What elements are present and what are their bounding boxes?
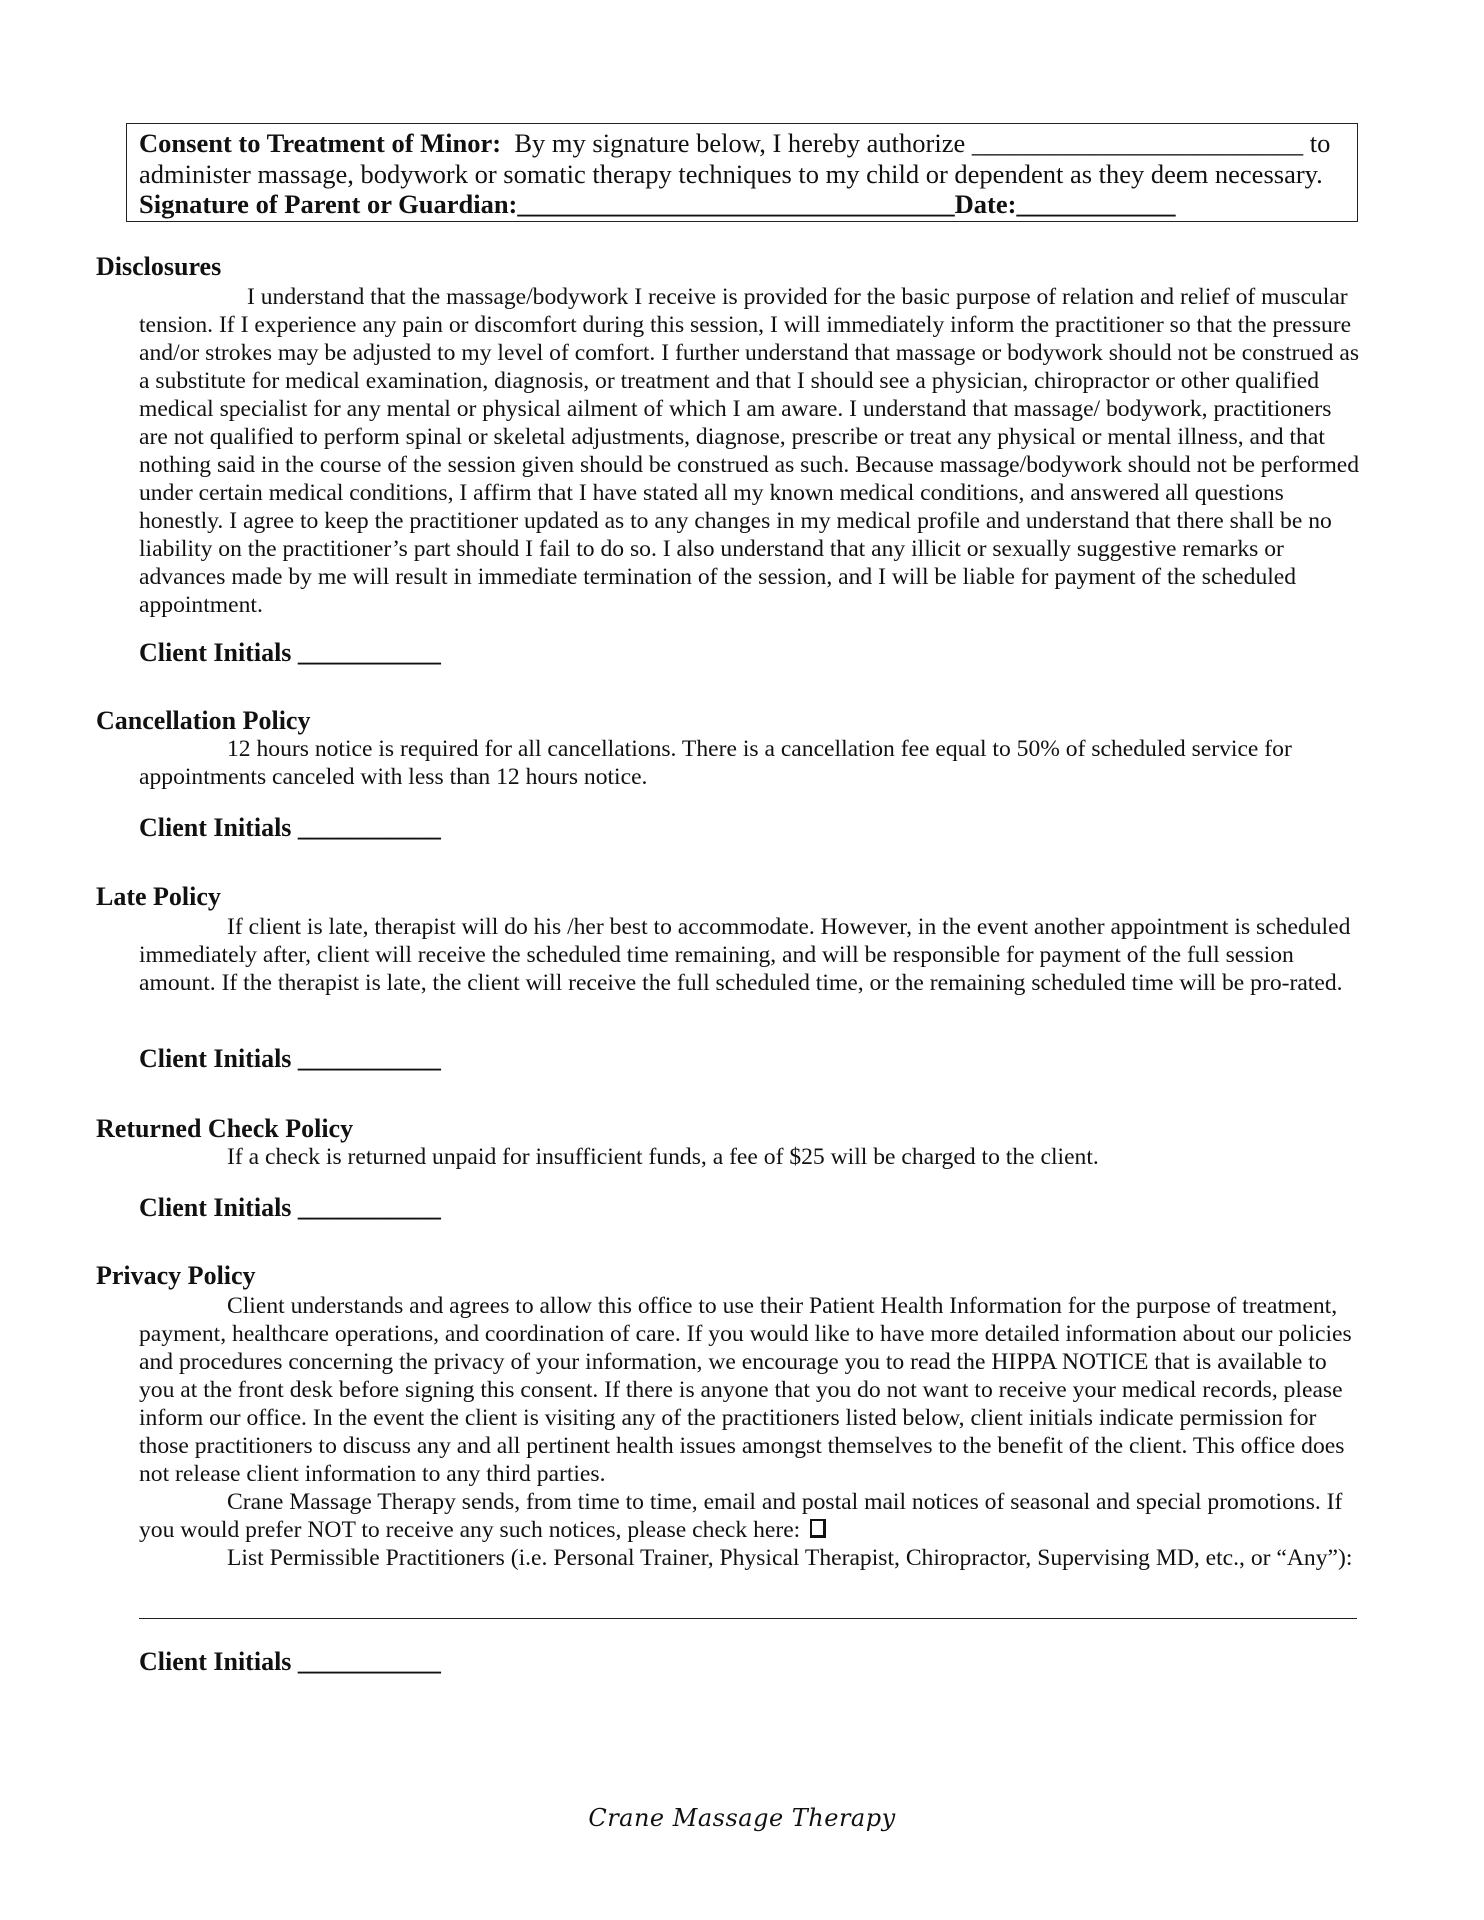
consent-text: By my signature below, I hereby authorize — [501, 128, 972, 158]
returned-check-client-initials-field[interactable]: Client Initials ___________ — [139, 1193, 441, 1222]
footer-business-name: Crane Massage Therapy — [588, 1804, 896, 1832]
consent-label: Consent to Treatment of Minor: — [139, 128, 502, 158]
disclosures-heading: Disclosures — [96, 252, 222, 281]
late-policy-text — [139, 913, 1365, 997]
guardian-signature-field[interactable]: _________________________________ — [517, 189, 955, 219]
signature-label: Signature of Parent or Guardian: — [139, 189, 518, 219]
late-policy-heading: Late Policy — [96, 882, 221, 911]
authorized-practitioner-field[interactable]: _________________________ — [971, 128, 1304, 158]
returned-check-policy-text — [139, 1143, 1365, 1171]
cancellation-paragraph: 12 hours notice is required for all cancellations. There is a cancellation fee equal to 50% of scheduled service for appointments canceled with less than 12 hours notice. — [139, 736, 1292, 790]
date-field[interactable]: ____________ — [1016, 189, 1176, 219]
consent-line-3 — [139, 189, 1345, 220]
privacy-policy-heading: Privacy Policy — [96, 1261, 256, 1290]
practitioners-list-field[interactable] — [139, 1618, 1357, 1619]
consent-text-end: to — [1303, 128, 1331, 158]
returned-check-paragraph: If a check is returned unpaid for insufficient funds, a fee of $25 will be charged to the client. — [227, 1144, 1099, 1170]
privacy-policy-text — [139, 1292, 1365, 1572]
cancellation-policy-heading: Cancellation Policy — [96, 706, 311, 735]
privacy-client-initials-field[interactable]: Client Initials ___________ — [139, 1647, 441, 1676]
opt-out-checkbox[interactable] — [810, 1519, 826, 1538]
promotions-text: Crane Massage Therapy sends, from time to time, email and postal mail notices of seasonal and special promotions. If you would prefer NOT to receive any such notices, please check here: — [139, 1489, 1343, 1543]
cancellation-client-initials-field[interactable]: Client Initials ___________ — [139, 813, 441, 842]
late-paragraph: If client is late, therapist will do his /her best to accommodate. However, in the event another appointment is scheduled immediately after, client will receive the scheduled time remaining, and will be responsible for payment of the full session amount. If the therapist is late, the client will receive the full scheduled time, or the remaining scheduled time will be pro-rated. — [139, 914, 1351, 996]
consent-line-1 — [139, 128, 1345, 159]
disclosures-text — [139, 283, 1365, 619]
disclosures-paragraph: I understand that the massage/bodywork I receive is provided for the basic purpose of relation and relief of muscular tension. If I experience any pain or discomfort during this session, I will immediately inform the practitioner so that the pressure and/or strokes may be adjusted to my level of comfort. I further understand that massage or bodywork should not be construed as a substitute for medical examination, diagnosis, or treatment and that I should see a physician, chiropractor or other qualified medical specialist for any mental or physical ailment of which I am aware. I understand that massage/ bodywork, practitioners are not qualified to perform spinal or skeletal adjustments, diagnose, prescribe or treat any physical or mental illness, and that nothing said in the course of the session given should be construed as such. Because massage/bodywork should not be performed under certain medical conditions, I affirm that I have stated all my known medical conditions, and answered all questions honestly. I agree to keep the practitioner updated as to any changes in my medical profile and understand that there shall be no liability on the practitioner’s part should I fail to do so. I also understand that any illicit or sexually suggestive remarks or advances made by me will result in immediate termination of the session, and I will be liable for payment of the scheduled appointment. — [139, 284, 1360, 618]
late-client-initials-field[interactable]: Client Initials ___________ — [139, 1044, 441, 1073]
privacy-paragraph: Client understands and agrees to allow this office to use their Patient Health Information for the purpose of treatment, payment, healthcare operations, and coordination of care. If you would like to have more detailed information about our policies and procedures concerning the privacy of your information, we encourage you to read the HIPPA NOTICE that is available to you at the front desk before signing this consent. If there is anyone that you do not want to receive your medical records, please inform our office. In the event the client is visiting any of the practitioners listed below, client initials indicate permission for those practitioners to discuss any and all pertinent health issues amongst themselves to the benefit of the client. This office does not release client information to any third parties. — [139, 1293, 1352, 1487]
cancellation-policy-text — [139, 735, 1365, 791]
practitioners-paragraph: List Permissible Practitioners (i.e. Personal Trainer, Physical Therapist, Chiropractor, Supervising MD, etc., or “Any”): — [227, 1545, 1353, 1571]
consent-to-treatment-of-minor-box — [126, 123, 1358, 222]
consent-line-2: administer massage, bodywork or somatic therapy techniques to my child or dependent as they deem necessary. — [139, 158, 1323, 189]
returned-check-policy-heading: Returned Check Policy — [96, 1114, 354, 1143]
promotions-paragraph — [139, 1488, 1365, 1544]
date-label: Date: — [954, 189, 1017, 219]
disclosures-client-initials-field[interactable]: Client Initials ___________ — [139, 638, 441, 667]
